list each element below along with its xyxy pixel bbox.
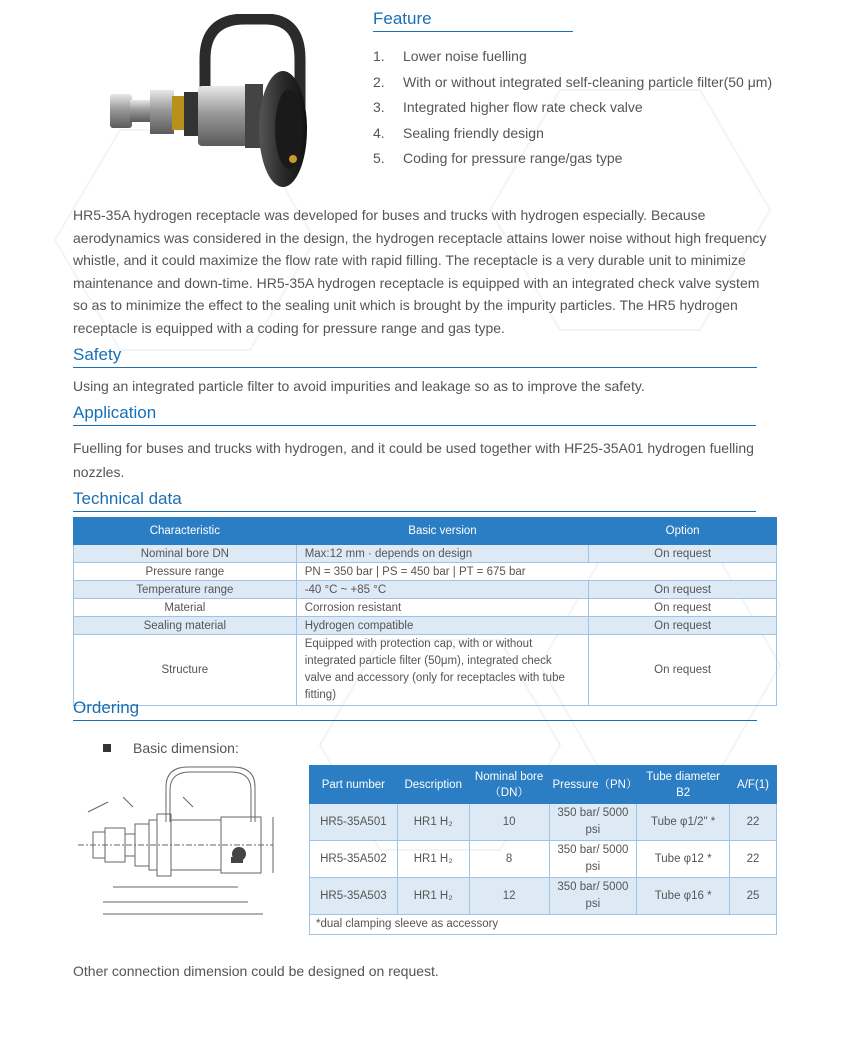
application-heading: Application	[73, 403, 156, 423]
ordering-table	[309, 765, 777, 935]
dimension-drawing	[73, 762, 298, 932]
feature-heading: Feature	[373, 9, 432, 29]
table-header: A/F(1)	[730, 766, 777, 804]
list-item: 1. Lower noise fuelling	[373, 48, 527, 64]
table-row: Pressure range PN = 350 bar | PS = 450 bar | PT = 675 bar	[74, 563, 777, 581]
technical-data-table	[73, 517, 777, 706]
table-header: Basic version	[296, 518, 589, 545]
list-item: 2. With or without integrated self-cleaning particle filter(50 μm)	[373, 73, 773, 90]
safety-heading: Safety	[73, 345, 121, 365]
table-row: Material Corrosion resistant On request	[74, 599, 777, 617]
table-row: HR5-35A502 HR1 H₂ 8 350 bar/ 5000 psi Tube φ12 * 22	[310, 841, 777, 878]
table-row: Nominal bore DN Max:12 mm · depends on design On request	[74, 545, 777, 563]
basic-dimension-bullet: Basic dimension:	[103, 740, 239, 756]
table-header: Nominal bore（DN）	[469, 766, 549, 804]
table-header: Part number	[310, 766, 398, 804]
table-header: Characteristic	[74, 518, 297, 545]
product-photo-receptacle	[105, 14, 315, 204]
table-row: HR5-35A501 HR1 H₂ 10 350 bar/ 5000 psi Tube φ1/2" * 22	[310, 804, 777, 841]
list-item: 5. Coding for pressure range/gas type	[373, 150, 623, 166]
table-row: Sealing material Hydrogen compatible On request	[74, 617, 777, 635]
table-row: Temperature range -40 °C ~ +85 °C On request	[74, 581, 777, 599]
list-item: 4. Sealing friendly design	[373, 124, 544, 141]
table-header: Pressure（PN）	[549, 766, 637, 804]
safety-text: Using an integrated particle filter to avoid impurities and leakage so as to improve the safety.	[73, 378, 645, 394]
technical-heading: Technical data	[73, 489, 182, 509]
ordering-heading: Ordering	[73, 698, 139, 718]
intro-paragraph: HR5-35A hydrogen receptacle was developed for buses and trucks with hydrogen especially. Because aerodynamics was considered in the design, the hydrogen receptacle attains lower noise without high frequency whistle, and it could maximize the flow rate with rapid filling. The receptacle is a very durable unit to minimize maintenance and down-time. HR5-35A hydrogen receptacle is equipped with an integrated check valve system so as to minimize the effect to the sealing unit which is brought by the impurity particles. The HR5 hydrogen receptacle is equipped with a coding for pressure range and gas type.	[73, 207, 767, 336]
table-note-row: *dual clamping sleeve as accessory	[310, 915, 777, 935]
table-row: HR5-35A503 HR1 H₂ 12 350 bar/ 5000 psi Tube φ16 * 25	[310, 878, 777, 915]
feature-list	[373, 44, 773, 172]
list-item: 3. Integrated higher flow rate check valve	[373, 99, 643, 115]
square-bullet-icon	[103, 744, 111, 752]
table-header: Option	[589, 518, 777, 545]
table-header: Tube diameter B2	[637, 766, 730, 804]
footer-note: Other connection dimension could be designed on request.	[73, 963, 439, 979]
table-row: Structure Equipped with protection cap, with or without integrated particle filter (50μm), integrated check valve and accessory (only for receptacles with tube fitting) On request	[74, 635, 777, 706]
application-text: Fuelling for buses and trucks with hydrogen, and it could be used together with HF25-35A01 hydrogen fuelling nozzles.	[73, 440, 754, 480]
table-header: Description	[397, 766, 469, 804]
